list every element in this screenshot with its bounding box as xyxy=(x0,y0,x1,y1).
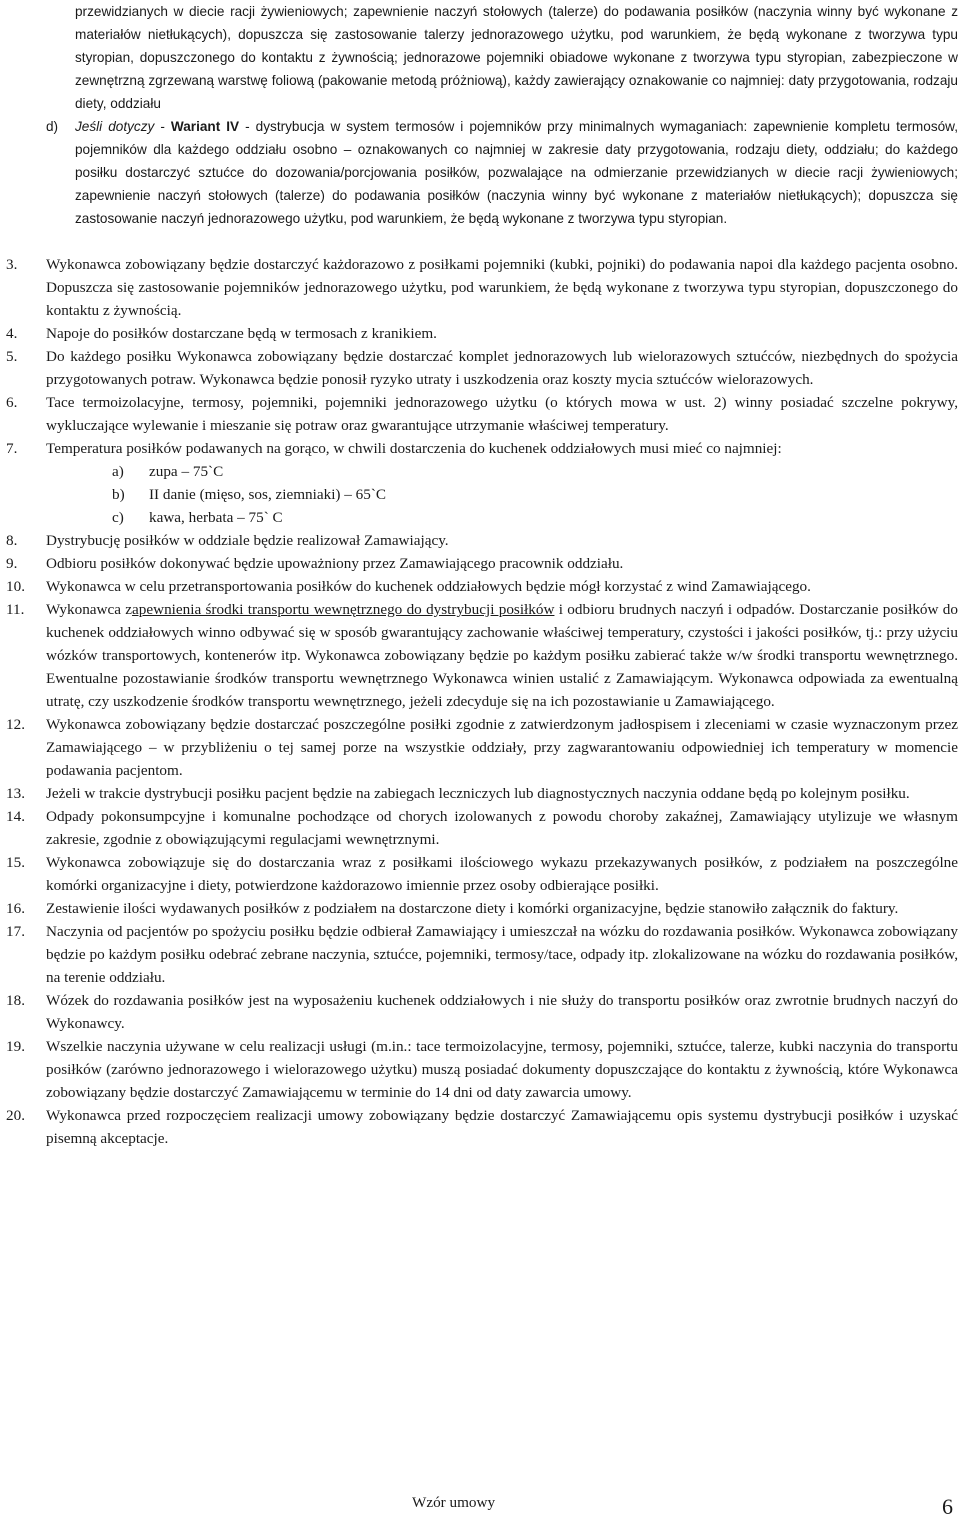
item-text xyxy=(46,598,958,713)
item-number: 7. xyxy=(6,440,18,457)
item-d-body: - dystrybucja w system termosów i pojemników przy minimalnych wymaganiach: zapewnienie kompletu termosów, pojemników dla każdego oddziału osobno – oznakowanych co najmniej w zakresie daty przygotowania, rodzaju diety, oddziału; do każdego posiłku dostarczyć sztućce do dozowania/porcjowania posiłków, pozwalające na odmierzanie przewidzianych w diecie racji żywieniowych; zapewnienie naczyń stołowych (talerze) do podawania posiłków (naczynia winny być wykonane z materiałów nietłukących); dopuszcza się zastosowanie naczyń jednorazowego użytku, pod warunkiem, że będą wykonane z tworzywa typu styropian. xyxy=(75,119,959,227)
item-text: Wykonawca w celu przetransportowania posiłków do kuchenek oddziałowych będzie mógł korzystać z wind Zamawiającego. xyxy=(46,578,811,595)
item-number: 14. xyxy=(6,808,25,825)
item-text: Wykonawca przed rozpoczęciem realizacji umowy zobowiązany będzie dostarczyć Zamawiającemu opis systemu dystrybucji posiłków i uzyskać pisemną akceptacje. xyxy=(46,1107,958,1148)
item-text: Naczynia od pacjentów po spożyciu posiłku będzie odbierał Zamawiający i umieszczał na wózku do rozdawania posiłków. Wykonawca zobowiązany będzie po każdym posiłku odebrać zebrane naczynia, sztućce, pojemniki, termosy/tace, odpady itp. zlokalizowane na wózku do rozdawania posiłków, na terenie oddziału. xyxy=(46,923,958,987)
item-text: Temperatura posiłków podawanych na gorąco, w chwili dostarczenia do kuchenek oddziałowych musi mieć co najmniej: xyxy=(46,440,782,457)
item-text-pre: Wykonawca z xyxy=(46,601,133,618)
item-text: Tace termoizolacyjne, termosy, pojemniki, pojemniki jednorazowego użytku (o których mowa w ust. 2) winny posiadać szczelne pokrywy, wykluczające wylewanie i mieszanie się potraw oraz gwarantujące utrzymanie właściwej temperatury. xyxy=(46,394,958,435)
footer-title: Wzór umowy xyxy=(412,1494,496,1511)
item-text: Wózek do rozdawania posiłków jest na wyposażeniu kuchenek oddziałowych i nie służy do transportu posiłków oraz zwrotnie brudnych naczyń do Wykonawcy. xyxy=(46,992,958,1033)
item-number: 8. xyxy=(6,532,18,549)
item-text: Do każdego posiłku Wykonawca zobowiązany będzie dostarczać komplet jednorazowych lub wielorazowych sztućców, niezbędnych do spożycia przygotowanych potraw. Wykonawca będzie ponosił ryzyko utraty i uszkodzenia oraz koszty mycia sztućców wielorazowych. xyxy=(46,348,958,389)
item-d-text xyxy=(75,115,958,230)
item-text: Wszelkie naczynia używane w celu realizacji usługi (m.in.: tace termoizolacyjne, termosy, pojemniki, sztućce, talerze, kubki naczynia do transportu posiłków (zarówno jednorazowego i wielorazowego użytku) muszą posiadać dokumenty dopuszczające do kontaktu z żywnością, które Wykonawca zobowiązany będzie dostarczyć Zamawiającemu w terminie do 14 dni od daty zawarcia umowy. xyxy=(46,1038,958,1102)
item-text: Jeżeli w trakcie dystrybucji posiłku pacjent będzie na zabiegach leczniczych lub diagnostycznych naczynia oddane będą po kolejnym posiłku. xyxy=(46,785,910,802)
item-text-underlined: apewnienia środki transportu wewnętrznego do dystrybucji posiłków xyxy=(132,601,555,618)
item-number: 17. xyxy=(6,923,25,940)
item-text: Wykonawca zobowiązany będzie dostarczać poszczególne posiłki zgodnie z zatwierdzonym jadłospisem i zleceniami w czasie wyznaczonym przez Zamawiającego – w przybliżeniu o tej samej porze na wszystkie oddziały, przy zagwarantowaniu odpowiedniej ich temperatury w momencie podawania pacjentom. xyxy=(46,716,958,780)
item-number: 6. xyxy=(6,394,18,411)
item-number: 16. xyxy=(6,900,25,917)
item-text: Zestawienie ilości wydawanych posiłków z podziałem na dostarczone diety i komórki organizacyjne, będzie stanowiło załącznik do faktury. xyxy=(46,900,899,917)
item-text: Odpady pokonsumpcyjne i komunalne pochodzące od chorych izolowanych z powodu choroby zakaźnej, Zamawiający utylizuje we własnym zakresie, zgodnie z obowiązującymi regulacjami wewnętrznymi. xyxy=(46,808,958,849)
item-d-condition: Jeśli dotyczy xyxy=(75,119,155,134)
item-text: Odbioru posiłków dokonywać będzie upoważniony przez Zamawiającego pracownik oddziału. xyxy=(46,555,624,572)
item-number: 10. xyxy=(6,578,25,595)
item-text: Wykonawca zobowiązuje się do dostarczania wraz z posiłkami ilościowego wykazu przekazywanych posiłków, z podziałem na poszczególne komórki organizacyjne i diety, potwierdzone każdorazowo imiennie przez osoby odbierające posiłki. xyxy=(46,854,958,895)
item-number: 9. xyxy=(6,555,18,572)
item-number: 20. xyxy=(6,1107,25,1124)
temp-text: zupa – 75`C xyxy=(149,463,224,480)
page-number: 6 xyxy=(942,1494,953,1519)
item-number: 13. xyxy=(6,785,25,802)
continuation-paragraph: przewidzianych w diecie racji żywieniowych; zapewnienie naczyń stołowych (talerze) do podawania posiłków (naczynia winny być wykonane z materiałów nietłukących), dopuszcza się zastosowanie talerzy jednorazowego użytku, pod warunkiem, że będą wykonane z tworzywa typu styropian, dopuszczonego do kontaktu z żywnością; jednorazowe pojemniki obiadowe wykonane z tworzywa typu styropian, zabezpieczone w zewnętrzną zgrzewaną warstwę foliową (pakowanie metodą próżniową), każdy zawierający oznakowanie co najmniej: daty przygotowania, rodzaju diety, oddziału xyxy=(75,4,958,112)
temp-text: II danie (mięso, sos, ziemniaki) – 65`C xyxy=(149,486,387,503)
item-d-label: d) xyxy=(46,119,59,134)
item-text: Wykonawca zobowiązany będzie dostarczyć każdorazowo z posiłkami pojemniki (kubki, pojniki) do podawania napoi dla każdego pacjenta osobno. Dopuszcza się zastosowanie pojemników jednorazowego użytku, pod warunkiem, że będą wykonane z tworzywa typu styropian, dopuszczonego do kontaktu z żywnością. xyxy=(46,256,958,320)
item-text: Napoje do posiłków dostarczane będą w termosach z kranikiem. xyxy=(46,325,437,342)
item-number: 12. xyxy=(6,716,25,733)
item-d-separator: - xyxy=(154,119,171,134)
temp-label: c) xyxy=(112,509,124,526)
item-text-post: i odbioru brudnych naczyń i odpadów. Dostarczanie posiłków do kuchenek oddziałowych winno odbywać się w sposób gwarantujący zachowanie właściwej temperatury, czystości i jakości posiłków, tj.: przy użyciu wózków transportowych, kontenerów itp. Wykonawca zobowiązany będzie po każdym posiłku zabierać także w/w środki transportu wewnętrznego. Ewentualne pozostawianie środków transportu wewnętrznego Wykonawca winien ustalić z Zamawiającym. Wykonawca odpowiada za ewentualną utratę, czy uszkodzenie środków transportu wewnętrznego, jeżeli zdecyduje się na ich pozostawianie u Zamawiającego. xyxy=(46,601,958,711)
temp-text: kawa, herbata – 75` C xyxy=(149,509,283,526)
item-d-variant: Wariant IV xyxy=(170,119,240,134)
item-number: 5. xyxy=(6,348,18,365)
item-number: 3. xyxy=(6,256,18,273)
item-number: 18. xyxy=(6,992,25,1009)
item-number: 15. xyxy=(6,854,25,871)
temp-label: a) xyxy=(112,463,124,480)
item-number: 4. xyxy=(6,325,18,342)
item-number: 19. xyxy=(6,1038,25,1055)
temp-label: b) xyxy=(112,486,125,503)
item-text: Dystrybucję posiłków w oddziale będzie realizował Zamawiający. xyxy=(46,532,449,549)
item-number: 11. xyxy=(6,601,25,618)
